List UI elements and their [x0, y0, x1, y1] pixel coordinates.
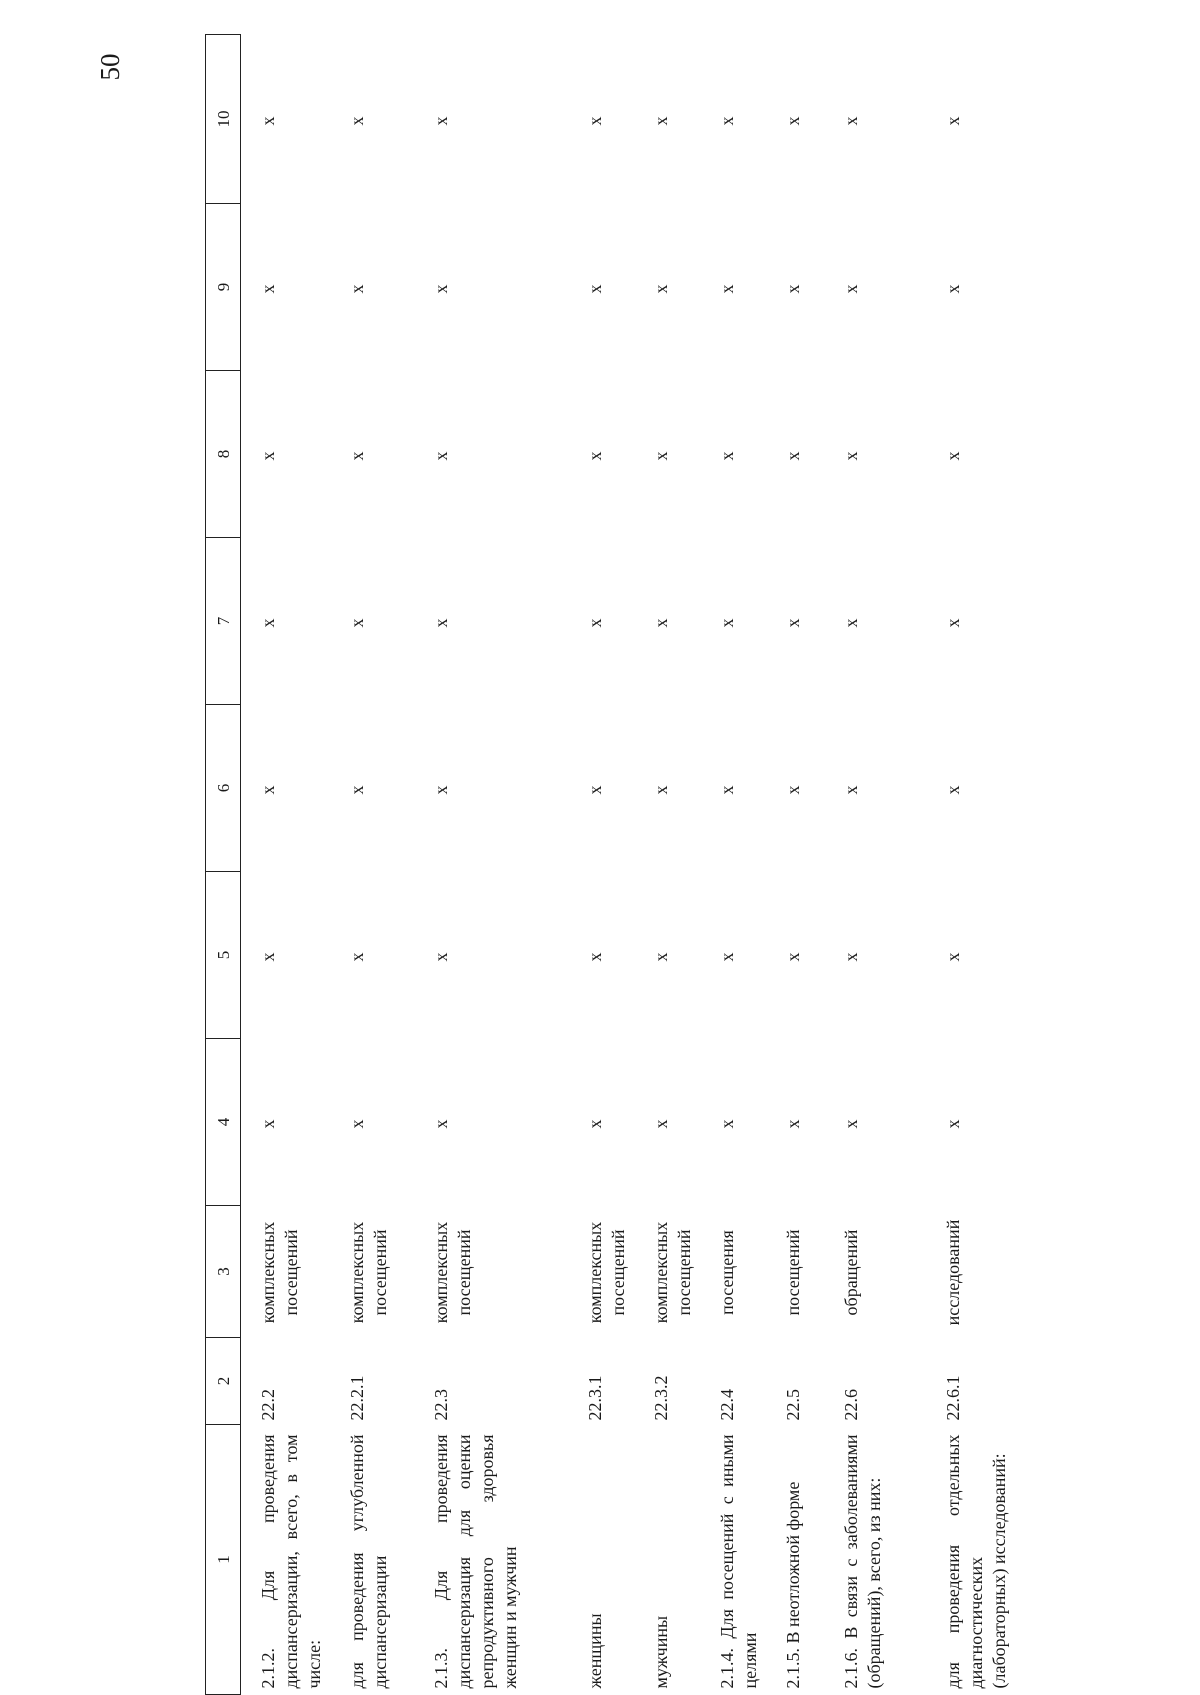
column-header-8: 8 — [206, 371, 241, 538]
row-unit-cell: комплексных посещений — [651, 1221, 694, 1324]
x-mark-cell — [634, 872, 700, 1039]
row-name-cell: 2.1.2. Для проведения диспансеризации, всего, в том числе: — [258, 1434, 324, 1689]
x-mark: x — [943, 785, 963, 795]
x-mark-cell — [700, 872, 766, 1039]
x-mark-cell — [330, 705, 414, 872]
x-mark-cell — [766, 872, 824, 1039]
x-mark-cell — [700, 204, 766, 371]
row-code-cell: 22.2.1 — [347, 1375, 367, 1421]
row-name-cell: 2.1.5. В неотложной форме — [783, 1481, 803, 1689]
x-mark-cell — [700, 1039, 766, 1206]
x-mark-cell — [330, 872, 414, 1039]
x-mark-cell — [568, 1039, 634, 1206]
x-mark-cell — [824, 705, 926, 872]
x-mark: x — [783, 618, 803, 628]
row-unit-cell: посещений — [783, 1229, 803, 1316]
x-mark: x — [651, 952, 671, 962]
row-name-cell: 2.1.6. В связи с заболеваниями (обращений), всего, из них: — [841, 1434, 884, 1689]
x-mark: x — [841, 1119, 861, 1129]
x-mark: x — [258, 451, 278, 461]
x-mark-cell — [766, 35, 824, 204]
x-mark: x — [651, 451, 671, 461]
x-mark-cell — [241, 705, 331, 872]
row-code-cell: 22.4 — [717, 1389, 737, 1421]
x-mark-cell — [414, 371, 568, 538]
x-mark: x — [347, 451, 367, 461]
x-mark-cell — [634, 204, 700, 371]
x-mark: x — [841, 952, 861, 962]
x-mark-cell — [414, 872, 568, 1039]
x-mark-cell — [568, 35, 634, 204]
x-mark-cell — [568, 705, 634, 872]
x-mark-cell — [700, 538, 766, 705]
x-mark: x — [943, 1119, 963, 1129]
x-mark: x — [717, 952, 737, 962]
x-mark-cell — [568, 872, 634, 1039]
row-code-cell: 22.3 — [431, 1389, 451, 1421]
x-mark-cell — [824, 1039, 926, 1206]
x-mark: x — [943, 451, 963, 461]
column-header-2: 2 — [206, 1338, 241, 1425]
x-mark: x — [258, 116, 278, 126]
x-mark-cell — [568, 538, 634, 705]
x-mark-cell — [414, 538, 568, 705]
x-mark-cell — [241, 872, 331, 1039]
x-mark: x — [431, 284, 451, 294]
x-mark-cell — [330, 1039, 414, 1206]
row-code-cell: 22.3.1 — [585, 1375, 605, 1421]
x-mark-cell — [824, 204, 926, 371]
row-name-cell: мужчины — [651, 1615, 671, 1689]
x-mark-cell — [414, 705, 568, 872]
x-mark-cell — [241, 204, 331, 371]
x-mark-cell — [241, 1039, 331, 1206]
x-mark-cell — [241, 371, 331, 538]
x-mark-cell — [766, 371, 824, 538]
x-mark-cell — [700, 35, 766, 204]
x-mark-cell — [700, 371, 766, 538]
column-header-10: 10 — [206, 35, 241, 204]
column-header-1: 1 — [206, 1425, 241, 1695]
x-mark-cell — [926, 872, 1040, 1039]
x-mark-cell — [700, 705, 766, 872]
x-mark: x — [717, 785, 737, 795]
x-mark-cell — [414, 35, 568, 204]
data-table — [205, 34, 1040, 1695]
row-unit-cell: обращений — [841, 1229, 861, 1316]
x-mark: x — [783, 1119, 803, 1129]
x-mark-cell — [568, 204, 634, 371]
x-mark-cell — [414, 204, 568, 371]
row-name-cell: для проведения отдельных диагностических (лабораторных) исследований: — [943, 1434, 1009, 1689]
table-row — [926, 35, 1040, 1695]
x-mark: x — [585, 785, 605, 795]
x-mark: x — [347, 952, 367, 962]
table-row — [766, 35, 824, 1695]
x-mark-cell — [766, 705, 824, 872]
row-name-cell: женщины — [585, 1613, 605, 1689]
x-mark: x — [431, 952, 451, 962]
x-mark: x — [651, 116, 671, 126]
x-mark: x — [841, 618, 861, 628]
table-header-row — [206, 35, 241, 1695]
x-mark-cell — [330, 204, 414, 371]
row-code-cell: 22.3.2 — [651, 1375, 671, 1421]
x-mark-cell — [926, 1039, 1040, 1206]
x-mark-cell — [241, 538, 331, 705]
x-mark: x — [431, 451, 451, 461]
x-mark: x — [651, 284, 671, 294]
column-header-3: 3 — [206, 1206, 241, 1338]
x-mark: x — [585, 284, 605, 294]
x-mark: x — [258, 284, 278, 294]
table-row — [700, 35, 766, 1695]
x-mark: x — [258, 785, 278, 795]
x-mark: x — [783, 451, 803, 461]
x-mark-cell — [926, 204, 1040, 371]
column-header-9: 9 — [206, 204, 241, 371]
x-mark-cell — [634, 371, 700, 538]
x-mark-cell — [766, 538, 824, 705]
x-mark: x — [347, 1119, 367, 1129]
x-mark: x — [651, 618, 671, 628]
column-header-5: 5 — [206, 872, 241, 1039]
x-mark-cell — [330, 371, 414, 538]
row-unit-cell: исследований — [943, 1219, 963, 1326]
row-code-cell: 22.6.1 — [943, 1375, 963, 1421]
x-mark-cell — [634, 538, 700, 705]
row-code-cell: 22.5 — [783, 1389, 803, 1421]
x-mark: x — [717, 451, 737, 461]
x-mark: x — [717, 284, 737, 294]
row-unit-cell: комплексных посещений — [431, 1221, 474, 1324]
x-mark: x — [585, 451, 605, 461]
row-code-cell: 22.2 — [258, 1389, 278, 1421]
x-mark: x — [943, 618, 963, 628]
x-mark: x — [258, 1119, 278, 1129]
x-mark: x — [943, 284, 963, 294]
x-mark: x — [783, 785, 803, 795]
x-mark: x — [841, 284, 861, 294]
x-mark: x — [841, 451, 861, 461]
x-mark: x — [783, 116, 803, 126]
x-mark: x — [431, 785, 451, 795]
row-name-cell: 2.1.4. Для посещений с иными целями — [717, 1434, 760, 1689]
x-mark: x — [783, 284, 803, 294]
x-mark-cell — [634, 35, 700, 204]
row-unit-cell: комплексных посещений — [347, 1221, 390, 1324]
x-mark: x — [943, 116, 963, 126]
x-mark-cell — [568, 371, 634, 538]
x-mark-cell — [824, 35, 926, 204]
x-mark: x — [431, 1119, 451, 1129]
row-code-cell: 22.6 — [841, 1389, 861, 1421]
row-unit-cell: посещения — [717, 1230, 737, 1315]
x-mark-cell — [926, 538, 1040, 705]
row-name-cell: для проведения углубленной диспансеризации — [347, 1434, 390, 1689]
x-mark: x — [347, 116, 367, 126]
x-mark: x — [943, 952, 963, 962]
x-mark-cell — [766, 1039, 824, 1206]
x-mark: x — [585, 116, 605, 126]
x-mark: x — [431, 116, 451, 126]
x-mark: x — [431, 618, 451, 628]
column-header-4: 4 — [206, 1039, 241, 1206]
x-mark-cell — [926, 371, 1040, 538]
x-mark: x — [258, 618, 278, 628]
row-unit-cell: комплексных посещений — [258, 1221, 301, 1324]
x-mark-cell — [824, 371, 926, 538]
x-mark-cell — [926, 705, 1040, 872]
table-row — [568, 35, 634, 1695]
x-mark: x — [651, 785, 671, 795]
x-mark: x — [841, 116, 861, 126]
x-mark: x — [585, 1119, 605, 1129]
table-row — [824, 35, 926, 1695]
x-mark: x — [651, 1119, 671, 1129]
table-row — [414, 35, 568, 1695]
x-mark: x — [717, 116, 737, 126]
x-mark-cell — [241, 35, 331, 204]
x-mark: x — [717, 1119, 737, 1129]
x-mark: x — [783, 952, 803, 962]
row-unit-cell: комплексных посещений — [585, 1221, 628, 1324]
table-row — [330, 35, 414, 1695]
x-mark-cell — [634, 705, 700, 872]
x-mark: x — [347, 785, 367, 795]
x-mark: x — [258, 952, 278, 962]
x-mark-cell — [634, 1039, 700, 1206]
x-mark: x — [347, 284, 367, 294]
x-mark: x — [347, 618, 367, 628]
x-mark-cell — [824, 538, 926, 705]
x-mark-cell — [414, 1039, 568, 1206]
x-mark-cell — [824, 872, 926, 1039]
x-mark: x — [585, 618, 605, 628]
data-table-rotated — [205, 35, 1035, 1695]
column-header-6: 6 — [206, 705, 241, 872]
x-mark: x — [717, 618, 737, 628]
x-mark: x — [841, 785, 861, 795]
x-mark-cell — [766, 204, 824, 371]
column-header-7: 7 — [206, 538, 241, 705]
x-mark-cell — [330, 35, 414, 204]
page-number: 50 — [95, 53, 125, 81]
table-row — [634, 35, 700, 1695]
x-mark: x — [585, 952, 605, 962]
x-mark-cell — [330, 538, 414, 705]
table-row — [241, 35, 331, 1695]
row-name-cell: 2.1.3. Для проведения диспансеризация для оценки репродуктивного здоровья женщин и мужчин — [431, 1434, 520, 1689]
x-mark-cell — [926, 35, 1040, 204]
